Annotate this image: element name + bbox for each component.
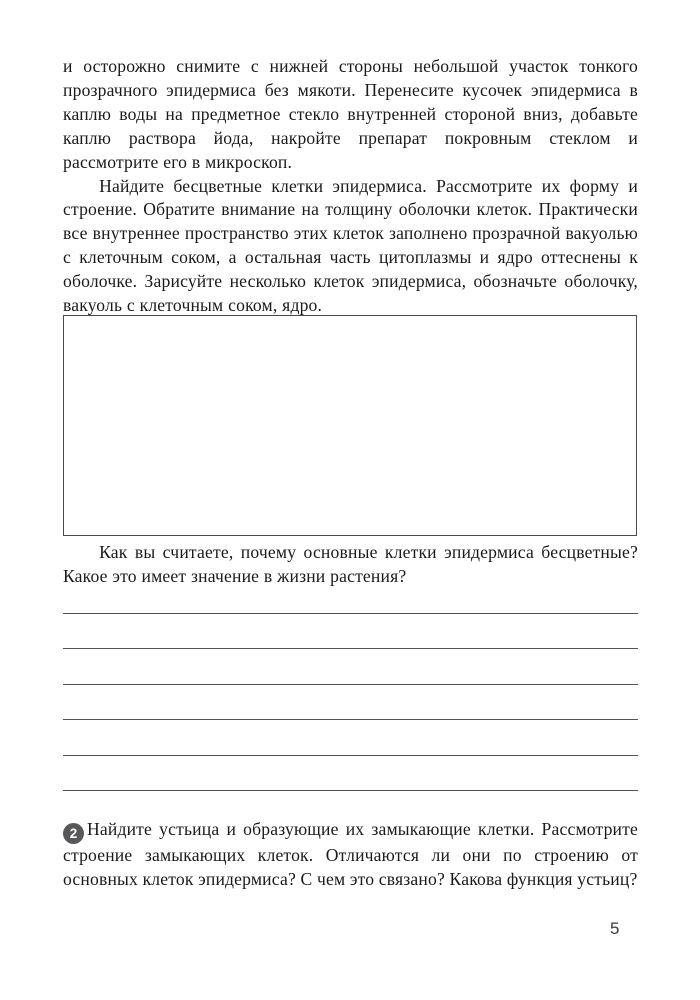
answer-line[interactable]	[63, 684, 638, 685]
answer-line[interactable]	[63, 790, 638, 791]
answer-lines-group	[63, 613, 638, 791]
instruction-paragraph-2: Найдите бесцветные клетки эпидермиса. Рассмотрите их форму и строение. Обратите внимание на толщину оболочки клеток. Практически все внутреннее пространство этих клеток заполнено прозрачной вакуолью с клеточным соком, а остальная часть цитоплазмы и ядро оттеснены к оболочке. Зарисуйте несколько клеток эпидермиса, обозначьте оболочку, вакуоль с клеточным соком, ядро.	[63, 175, 638, 316]
answer-line[interactable]	[63, 719, 638, 720]
answer-line[interactable]	[63, 755, 638, 756]
page-number: 5	[610, 919, 620, 938]
drawing-box[interactable]	[63, 315, 637, 536]
question-block	[63, 541, 638, 589]
answer-line[interactable]	[63, 648, 638, 649]
task-number-badge: 2	[63, 823, 84, 844]
task-text: Найдите устьица и образующие их замыкающие клетки. Рассмотрите строение замыкающих клеток. Отличаются ли они по строению от основных клеток эпидермиса? С чем это связано? Какова функция устьиц?	[63, 819, 638, 889]
question-text: Как вы считаете, почему основные клетки эпидермиса бесцветные? Какое это имеет значение в жизни растения?	[63, 542, 638, 586]
answer-line[interactable]	[63, 613, 638, 614]
task-paragraph	[63, 818, 638, 892]
task-block	[63, 818, 638, 892]
instruction-text-block	[63, 55, 638, 318]
instruction-paragraph-1: и осторожно снимите с нижней стороны небольшой участок тонкого прозрачного эпидермиса без мякоти. Перенесите кусочек эпидермиса в каплю воды на предметное стекло внутренней стороной вниз, добавьте каплю раствора йода, накройте препарат покровным стеклом и рассмотрите его в микроскоп.	[63, 56, 638, 172]
